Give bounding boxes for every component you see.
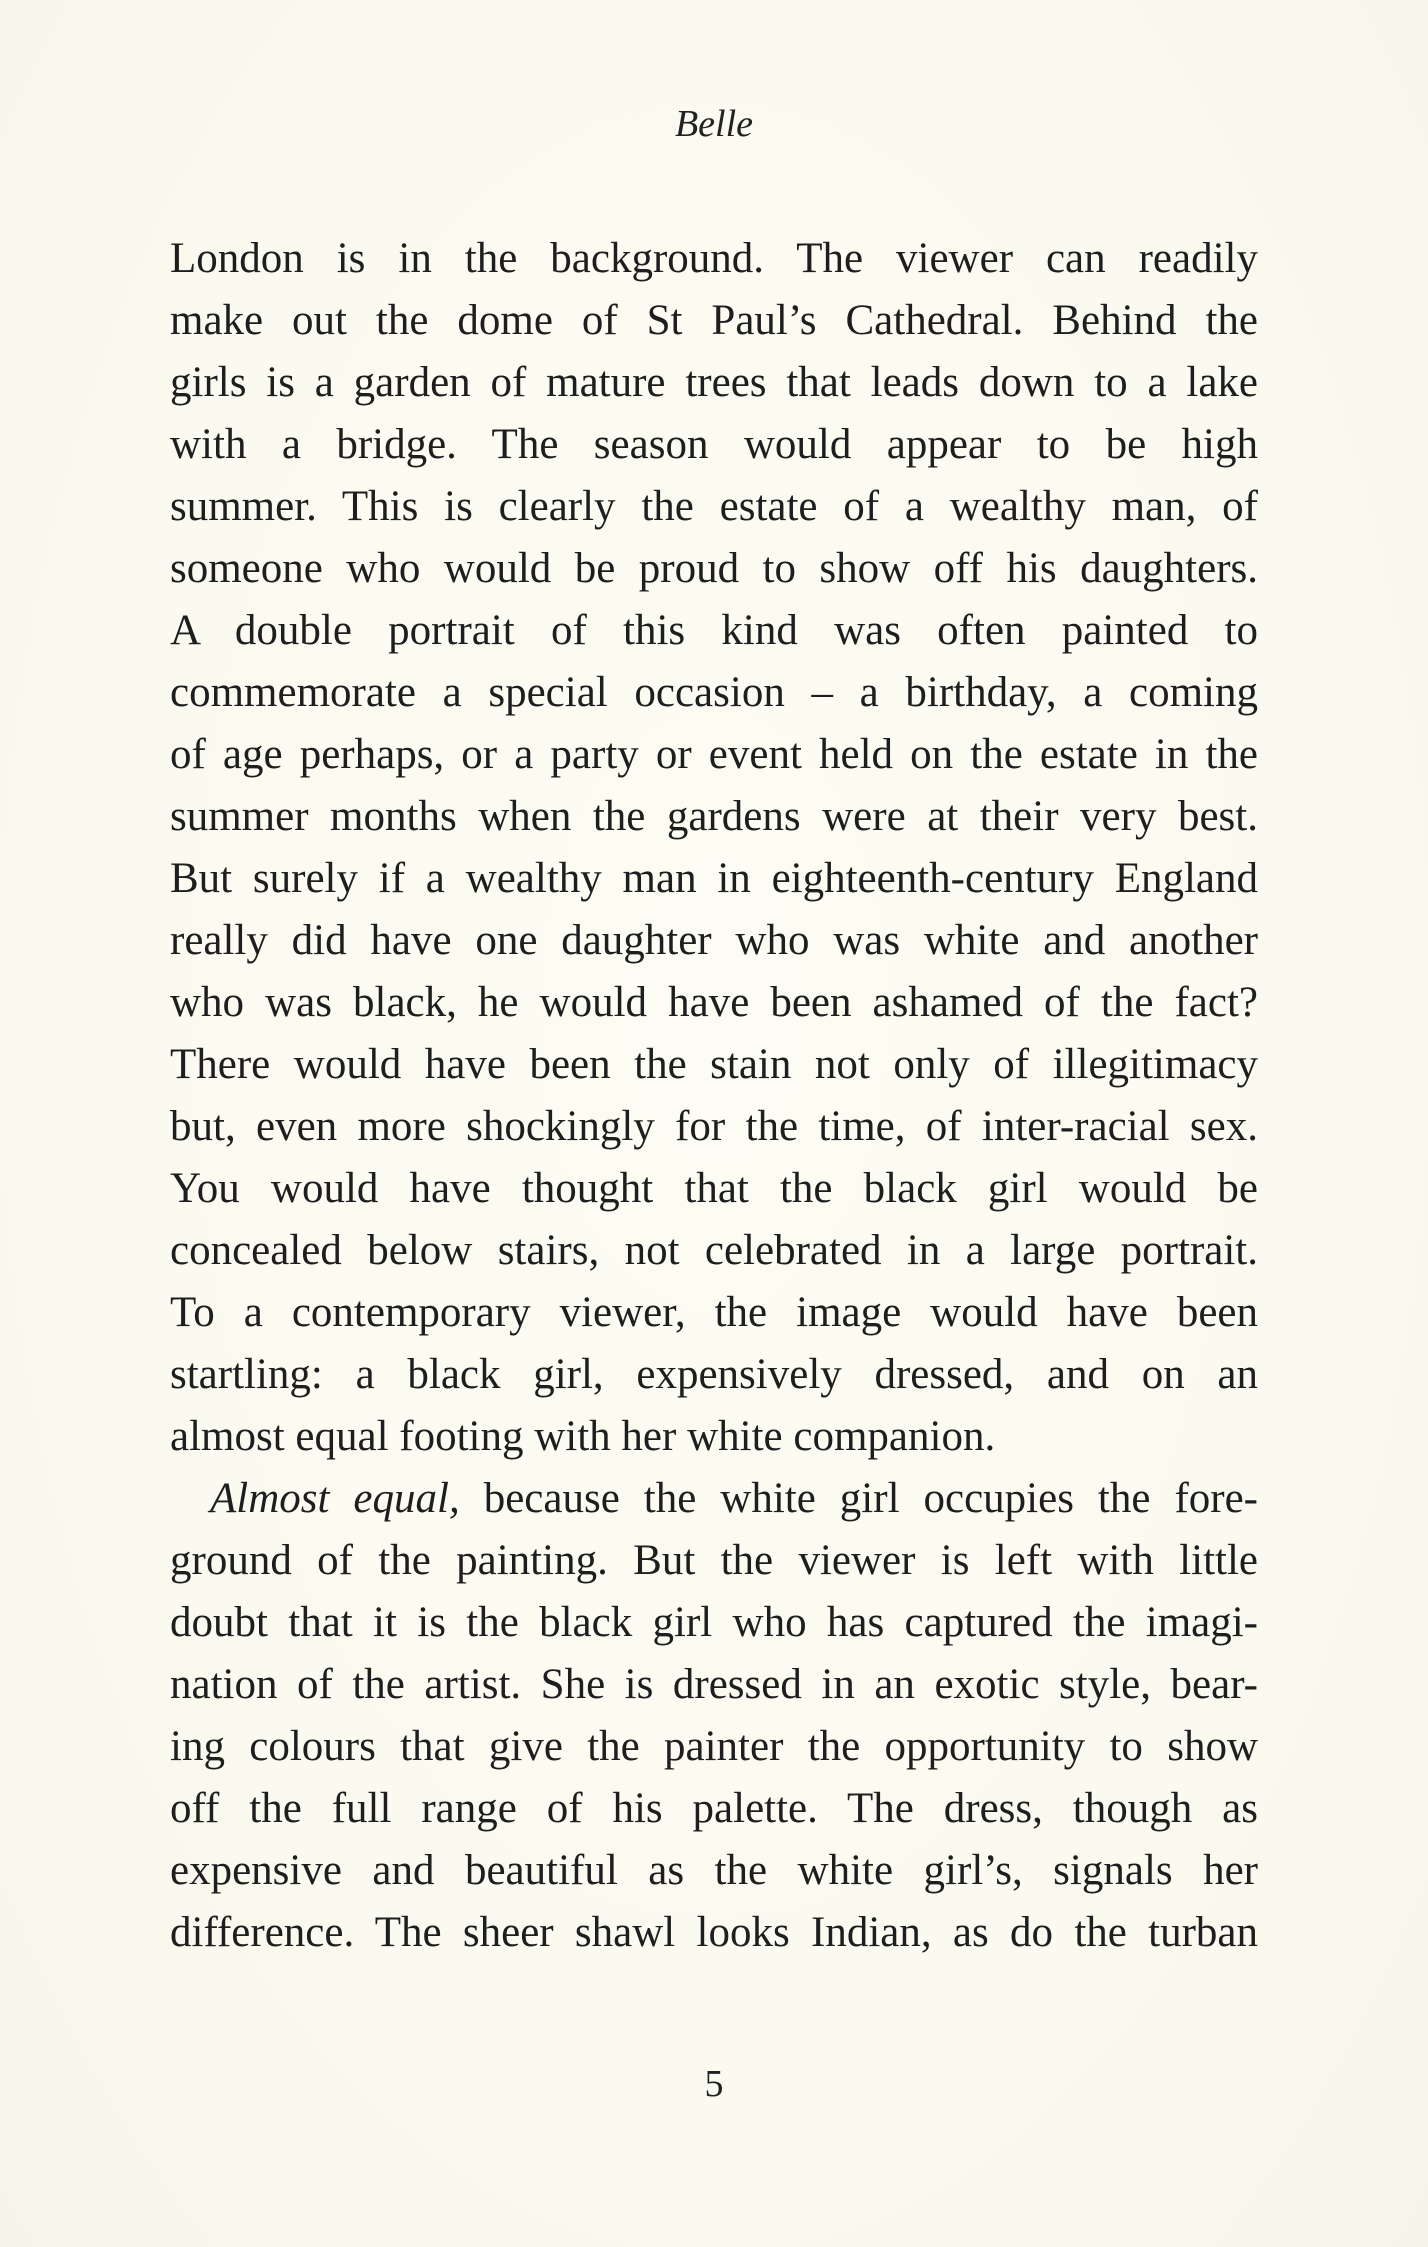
text-line: off the full range of his palette. The dress, though as xyxy=(170,1785,1258,1832)
text-line: girls is a garden of mature trees that leads down to a lake xyxy=(170,359,1258,406)
text-line: with a bridge. The season would appear to be high xyxy=(170,421,1258,468)
text-line: of age perhaps, or a party or event held on the estate in the xyxy=(170,731,1258,778)
text-line: There would have been the stain not only of illegitimacy xyxy=(170,1041,1258,1088)
text-line: difference. The sheer shawl looks Indian, as do the turban xyxy=(170,1909,1258,1956)
paragraph-1 xyxy=(170,228,1258,1468)
text-line: doubt that it is the black girl who has captured the imagi- xyxy=(170,1599,1258,1646)
text-line: To a contemporary viewer, the image would have been xyxy=(170,1289,1258,1336)
text-fragment: because the white girl occupies the fore- xyxy=(459,1475,1258,1522)
text-line: ing colours that give the painter the opportunity to show xyxy=(170,1723,1258,1770)
body-text xyxy=(170,228,1258,1964)
text-line: expensive and beautiful as the white girl’s, signals her xyxy=(170,1847,1258,1894)
text-line: really did have one daughter who was white and another xyxy=(170,917,1258,964)
paragraph-2 xyxy=(170,1468,1258,1964)
text-line: who was black, he would have been ashamed of the fact? xyxy=(170,979,1258,1026)
text-line: commemorate a special occasion – a birthday, a coming xyxy=(170,669,1258,716)
text-line: ground of the painting. But the viewer is left with little xyxy=(170,1537,1258,1584)
italic-phrase: Almost equal, xyxy=(210,1475,460,1522)
text-line: London is in the background. The viewer can readily xyxy=(170,235,1258,282)
page-number: 5 xyxy=(704,2063,724,2105)
text-line: summer months when the gardens were at their very best. xyxy=(170,793,1258,840)
text-line: You would have thought that the black girl would be xyxy=(170,1165,1258,1212)
text-line: someone who would be proud to show off his daughters. xyxy=(170,545,1258,592)
text-line: But surely if a wealthy man in eighteenth-century England xyxy=(170,855,1258,902)
text-line-first xyxy=(170,1468,1258,1530)
running-head: Belle xyxy=(674,103,754,145)
text-line: startling: a black girl, expensively dressed, and on an xyxy=(170,1351,1258,1398)
text-line: A double portrait of this kind was often painted to xyxy=(170,607,1258,654)
text-line: summer. This is clearly the estate of a wealthy man, of xyxy=(170,483,1258,530)
text-line: but, even more shockingly for the time, of inter-racial sex. xyxy=(170,1103,1258,1150)
text-line: almost equal footing with her white companion. xyxy=(170,1413,996,1460)
text-line: concealed below stairs, not celebrated in a large portrait. xyxy=(170,1227,1258,1274)
text-line: nation of the artist. She is dressed in an exotic style, bear- xyxy=(170,1661,1258,1708)
text-line: make out the dome of St Paul’s Cathedral. Behind the xyxy=(170,297,1258,344)
